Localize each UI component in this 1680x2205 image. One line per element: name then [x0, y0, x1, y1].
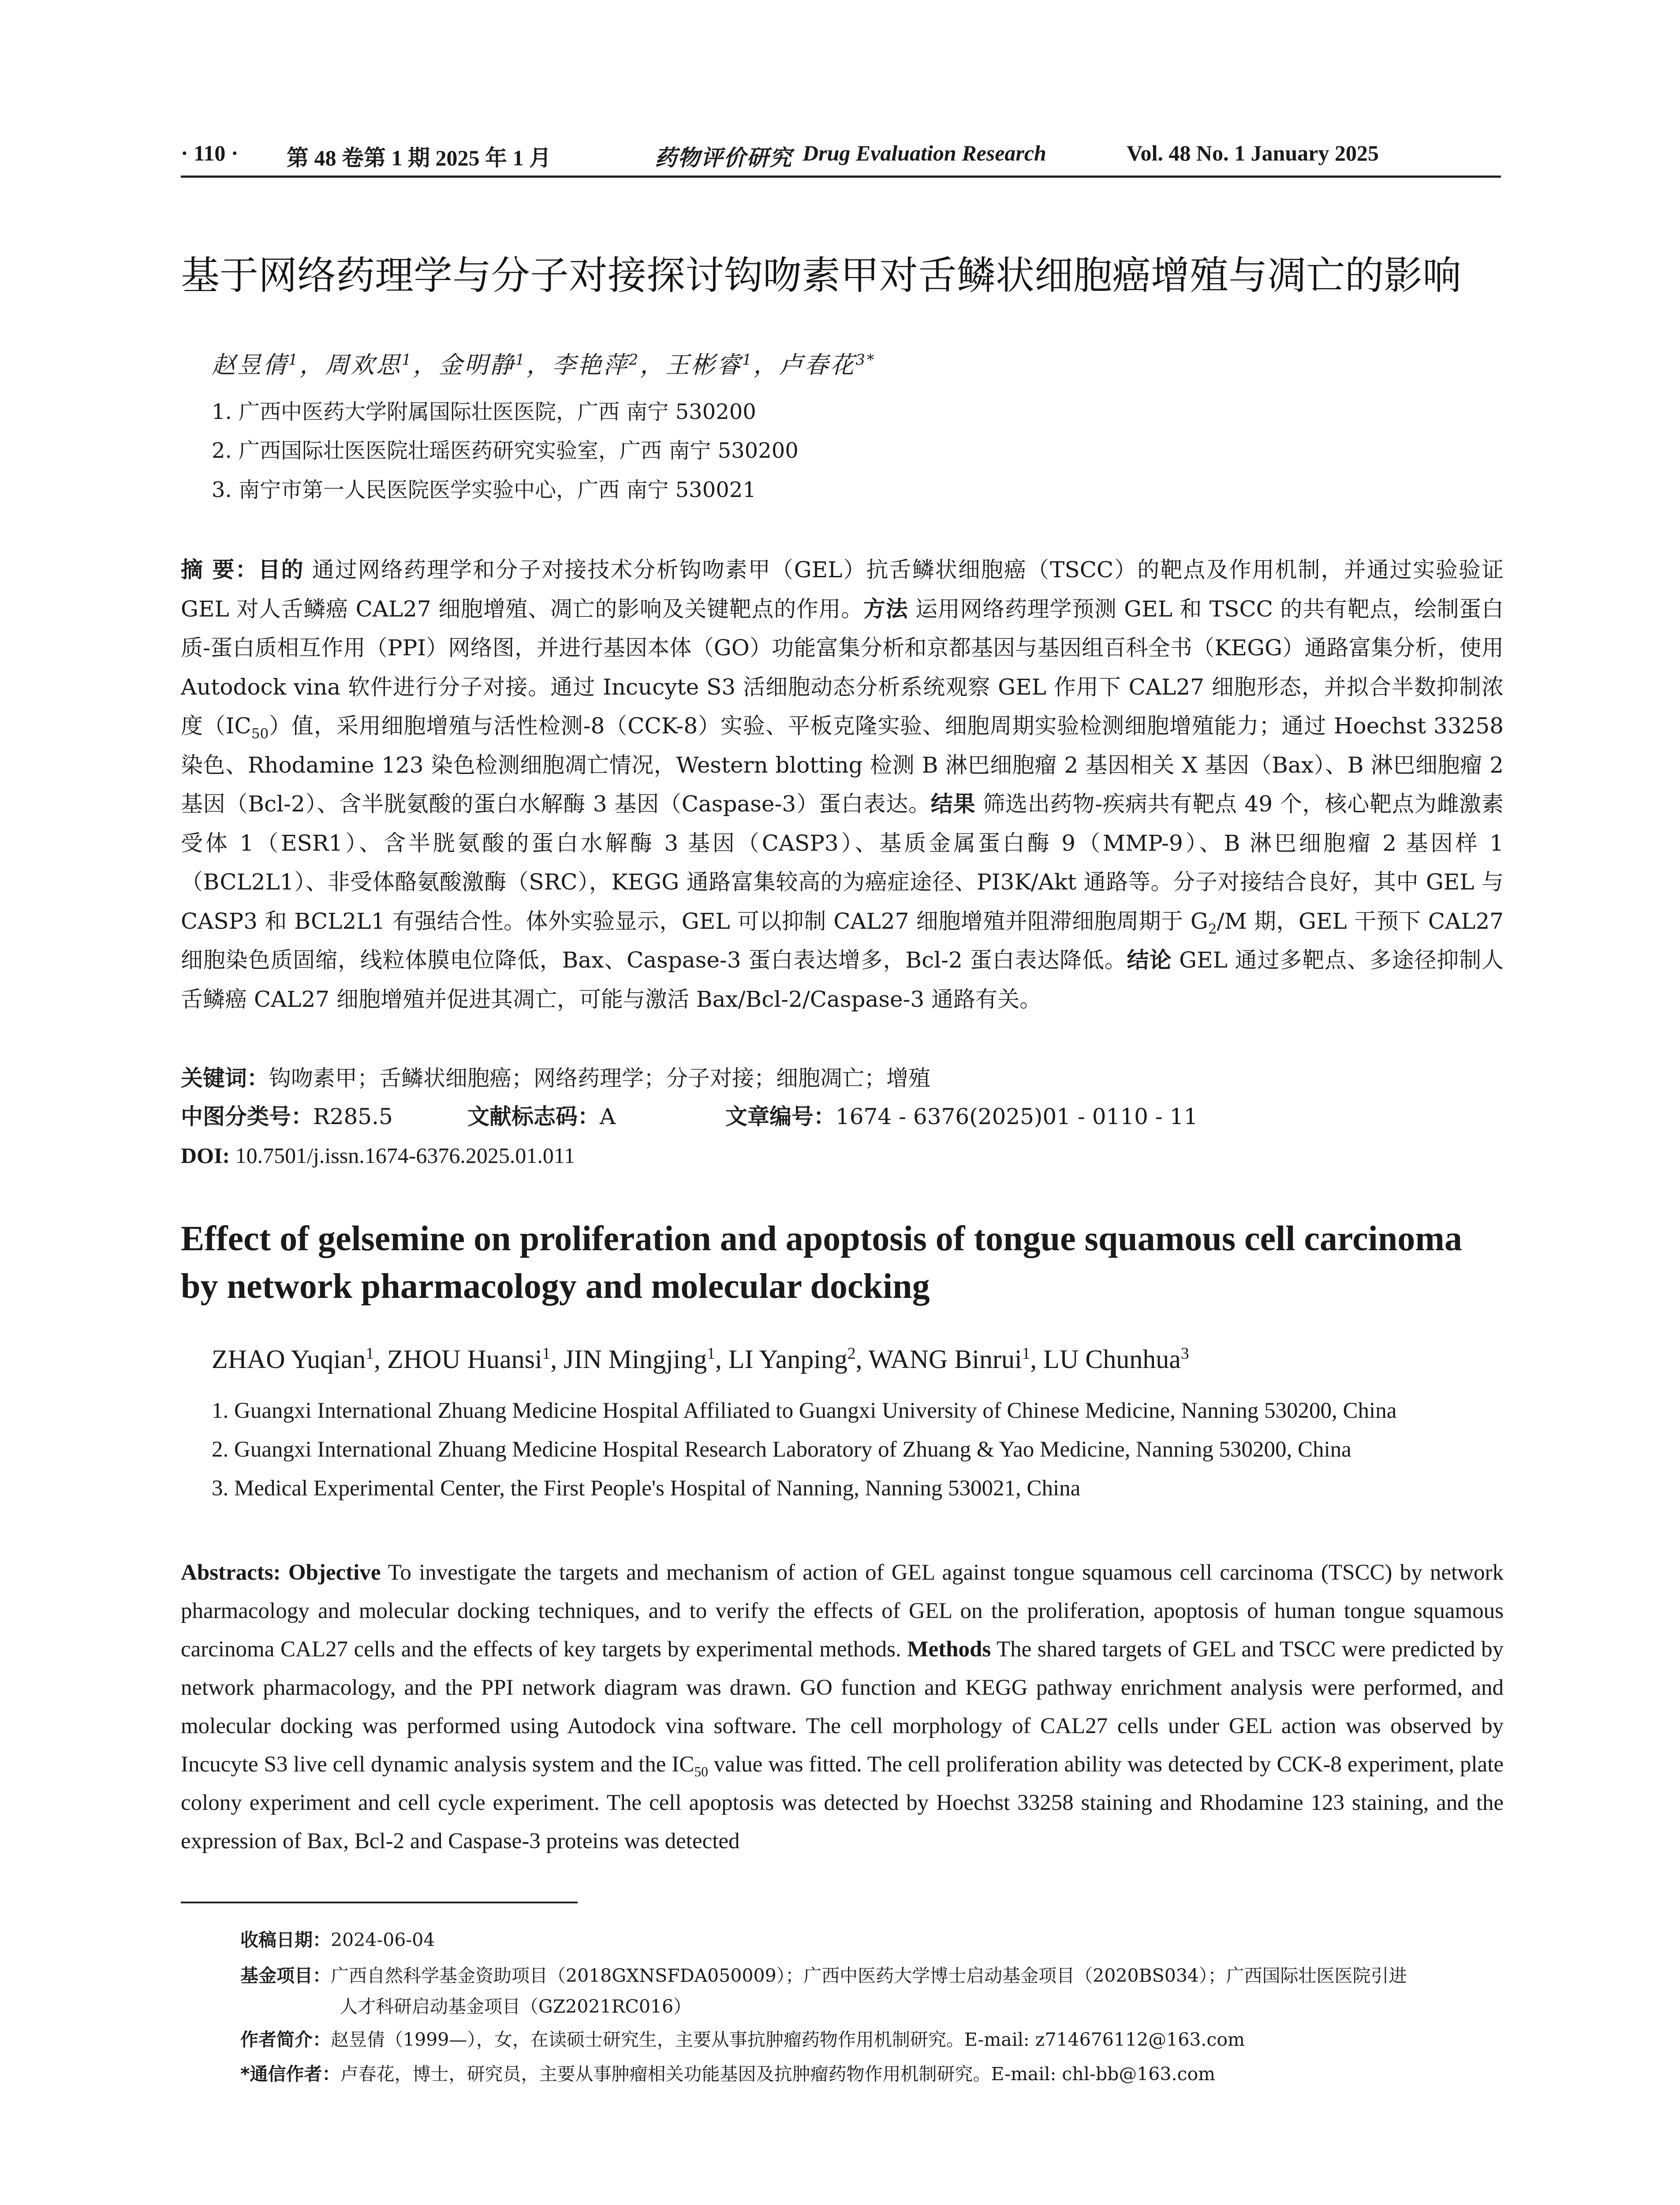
ic50-en-subscript: 50 [694, 1764, 708, 1780]
ic50-subscript: 50 [251, 726, 269, 742]
fund-label: 基金项目： [240, 1965, 331, 1986]
author-affil-mark: 1 [1022, 1345, 1030, 1363]
author-affil-mark: 1 [288, 351, 300, 368]
footnote-divider [181, 1902, 578, 1903]
footnote-received [240, 1925, 1501, 1955]
authors-cn: 赵昱倩$^1$，周欢思$^1$，金明静$^1$，李艳萍$^2$，王彬睿$^1$，卢春花$^{3*}$ [212, 351, 876, 379]
author-cn: 赵昱倩 [212, 351, 288, 379]
journal-logo: 药物评价研究 [655, 146, 792, 170]
methods-en-text: The shared targets of GEL and TSCC were predicted by network pharmacology, and the PPI network diagram was drawn. GO function and KEGG pathway enrichment analysis were performed, and molecular docking was performed using Autodock vina software. The cell morphology of CAL27 cells under GEL action was observed by Incucyte S3 live cell dynamic analysis system and the IC [181, 1637, 1504, 1777]
abstract-cn [181, 550, 1504, 1019]
bio-text: 赵昱倩（1999—），女，在读硕士研究生，主要从事抗肿瘤药物作用机制研究。E-mail: z714676112@163.com [331, 2029, 1245, 2050]
g2-subscript: 2 [1208, 921, 1217, 937]
footnote-author-bio [240, 2024, 1501, 2055]
methods-en-text: value was fitted. The cell proliferation ability was detected by CCK-8 experiment, plate colony experiment and cell cycle experiment. The cell apoptosis was detected by Hoechst 33258 staining and Rhodamine 123 staining, and the expression of Bax, Bcl-2 and Caspase-3 proteins was detected [181, 1752, 1504, 1854]
doi-line [181, 1138, 575, 1173]
corr-text: 卢春花，博士，研究员，主要从事肿瘤相关功能基因及抗肿瘤药物作用机制研究。E-mail: chl-bb@163.com [340, 2063, 1216, 2085]
author-en: ZHOU Huansi [387, 1345, 542, 1374]
article-no-label: 文章编号： [725, 1104, 836, 1129]
doi-value[interactable]: 10.7501/j.issn.1674-6376.2025.01.011 [235, 1143, 575, 1168]
author-en: LI Yanping [728, 1345, 847, 1374]
author-affil-mark: 2 [847, 1345, 856, 1363]
page-number: · 110 · [181, 141, 239, 165]
keywords [181, 1061, 930, 1096]
received-label: 收稿日期： [240, 1929, 331, 1951]
fund-text: 广西自然科学基金资助项目（2018GXNSFDA050009）；广西中医药大学博士启动基金项目（2020BS034）；广西国际壮医医院引进 [331, 1965, 1407, 1986]
author-en: JIN Mingjing [564, 1345, 707, 1374]
clc-label: 中图分类号： [181, 1104, 313, 1129]
author-en: ZHAO Yuqian [212, 1345, 366, 1374]
author-affil-mark: 1 [742, 351, 754, 368]
affiliation-cn: 3. 南宁市第一人民医院医学实验中心，广西 南宁 530021 [212, 478, 756, 502]
keywords-label: 关键词： [181, 1065, 269, 1091]
methods-en-label: Methods [907, 1637, 991, 1662]
abstract-label: 摘 要： [181, 557, 258, 583]
objective-label: 目的 [258, 557, 304, 583]
issue-info-cn: 第 48 卷第 1 期 2025 年 1 月 [287, 146, 551, 170]
corr-label: *通信作者： [240, 2063, 340, 2085]
keywords-value: 钩吻素甲；舌鳞状细胞癌；网络药理学；分子对接；细胞凋亡；增殖 [269, 1065, 930, 1091]
affiliation-cn: 1. 广西中医药大学附属国际壮医医院，广西 南宁 530200 [212, 400, 756, 424]
bio-label: 作者简介： [240, 2029, 331, 2050]
footnote-corresponding [240, 2059, 1501, 2089]
received-date: 2024-06-04 [331, 1929, 435, 1951]
fund-text-continued: 人才科研启动基金项目（GZ2021RC016） [340, 1996, 692, 2017]
author-cn: 周欢思 [325, 351, 402, 379]
results-text: /M 期，GEL 干预下 CAL27 细胞染色质固缩，线粒体膜电位降低，Bax、Caspase-3 蛋白表达增多，Bcl-2 蛋白表达降低。 [181, 908, 1504, 973]
title-cn: 基于网络药理学与分子对接探讨钩吻素甲对舌鳞状细胞癌增殖与凋亡的影响 [181, 253, 1462, 298]
authors-en: ZHAO Yuqian$^1$, ZHOU Huansi$^1$, JIN Mingjing$^1$, LI Yanping$^2$, WANG Binrui$^1$, LU Chunhua$^3$ [212, 1345, 1189, 1374]
author-affil-mark: 1 [707, 1345, 715, 1363]
affiliation-cn: 2. 广西国际壮医医院壮瑶医药研究实验室，广西 南宁 530200 [212, 438, 799, 463]
title-en: Effect of gelsemine on proliferation and apoptosis of tongue squamous cell carcinoma by network pharmacology and molecular docking [181, 1219, 1462, 1306]
author-cn: 王彬睿 [665, 351, 743, 379]
methods-text: 运用网络药理学预测 GEL 和 TSCC 的共有靶点，绘制蛋白质-蛋白质相互作用（PPI）网络图，并进行基因本体（GO）功能富集分析和京都基因与基因组百科全书（KEGG）通路富集分析，使用 Autodock vina 软件进行分子对接。通过 Incucyte S3 活细胞动态分析系统观察 GEL 作用下 CAL27 细胞形态，并拟合半数抑制浓度（IC [181, 596, 1504, 739]
author-affil-mark: 3* [855, 351, 876, 368]
author-affil-mark: 1 [515, 351, 526, 368]
conclusion-label: 结论 [1127, 947, 1172, 973]
doi-label: DOI: [181, 1143, 230, 1168]
methods-label: 方法 [863, 596, 908, 622]
abstract-en-label: Abstracts: [181, 1560, 281, 1585]
footnote-funding [240, 1960, 1501, 2022]
results-text: 筛选出药物-疾病共有靶点 49 个，核心靶点为雌激素受体 1（ESR1）、含半胱氨酸的蛋白水解酶 3 基因（CASP3）、基质金属蛋白酶 9（MMP-9）、B 淋巴细胞瘤 2 基因样 1（BCL2L1）、非受体酪氨酸激酶（SRC），KEGG 通路富集较高的为癌症途径、PI3K/Akt 通路等。分子对接结合良好，其中 GEL 与 CASP3 和 BCL2L1 有强结合性。体外实验显示，GEL 可以抑制 CAL27 细胞增殖并阻滞细胞周期于 G [181, 791, 1504, 934]
volume-info-en: Vol. 48 No. 1 January 2025 [1127, 141, 1379, 165]
author-cn: 卢春花 [779, 351, 856, 379]
running-header [181, 140, 1501, 178]
journal-name-en: Drug Evaluation Research [803, 141, 1046, 165]
results-label: 结果 [930, 791, 976, 817]
affiliation-en: 1. Guangxi International Zhuang Medicine Hospital Affiliated to Guangxi University of Chinese Medicine, Nanning 530200, China [212, 1398, 1397, 1423]
doc-code-value: A [600, 1104, 616, 1129]
classification-line [181, 1099, 1198, 1134]
author-affil-mark: 1 [366, 1345, 374, 1363]
article-no-value: 1674 - 6376(2025)01 - 0110 - 11 [836, 1104, 1198, 1129]
affiliation-en: 2. Guangxi International Zhuang Medicine Hospital Research Laboratory of Zhuang & Yao Medicine, Nanning 530200, China [212, 1437, 1351, 1462]
author-en: WANG Binrui [868, 1345, 1022, 1374]
doc-code-label: 文献标志码： [467, 1104, 600, 1129]
author-en: LU Chunhua [1043, 1345, 1181, 1374]
methods-text: ）值，采用细胞增殖与活性检测-8（CCK-8）实验、平板克隆实验、细胞周期实验检测细胞增殖能力；通过 Hoechst 33258 染色、Rhodamine 123 染色检测细胞凋亡情况，Western blotting 检测 B 淋巴细胞瘤 2 基因相关 X 基因（Bax）、B 淋巴细胞瘤 2 基因（Bcl-2）、含半胱氨酸的蛋白水解酶 3 基因（Caspase-3）蛋白表达。 [181, 713, 1504, 817]
abstract-en [181, 1554, 1504, 1861]
clc-value: R285.5 [313, 1104, 393, 1129]
objective-text: 通过网络药理学和分子对接技术分析钩吻素甲（GEL）抗舌鳞状细胞癌（TSCC）的靶点及作用机制，并通过实验验证 GEL 对人舌鳞癌 CAL27 细胞增殖、凋亡的影响及关键靶点的作用。 [181, 557, 1504, 622]
affiliation-en: 3. Medical Experimental Center, the First People's Hospital of Nanning, Nanning 530021, China [212, 1476, 1081, 1501]
objective-en-text: To investigate the targets and mechanism of action of GEL against tongue squamous cell carcinoma (TSCC) by network pharmacology and molecular docking techniques, and to verify the effects of GEL on the proliferation, apoptosis of human tongue squamous carcinoma CAL27 cells and the effects of key targets by experimental methods. [181, 1560, 1504, 1662]
author-affil-mark: 1 [402, 351, 413, 368]
objective-en-label: Objective [288, 1560, 381, 1585]
author-cn: 李艳萍 [552, 351, 629, 379]
author-cn: 金明静 [438, 351, 515, 379]
author-affil-mark: 3 [1180, 1345, 1189, 1363]
author-affil-mark: 2 [628, 351, 640, 368]
conclusion-text: GEL 通过多靶点、多途径抑制人舌鳞癌 CAL27 细胞增殖并促进其凋亡，可能与激活 Bax/Bcl-2/Caspase-3 通路有关。 [181, 947, 1504, 1012]
author-affil-mark: 1 [542, 1345, 551, 1363]
